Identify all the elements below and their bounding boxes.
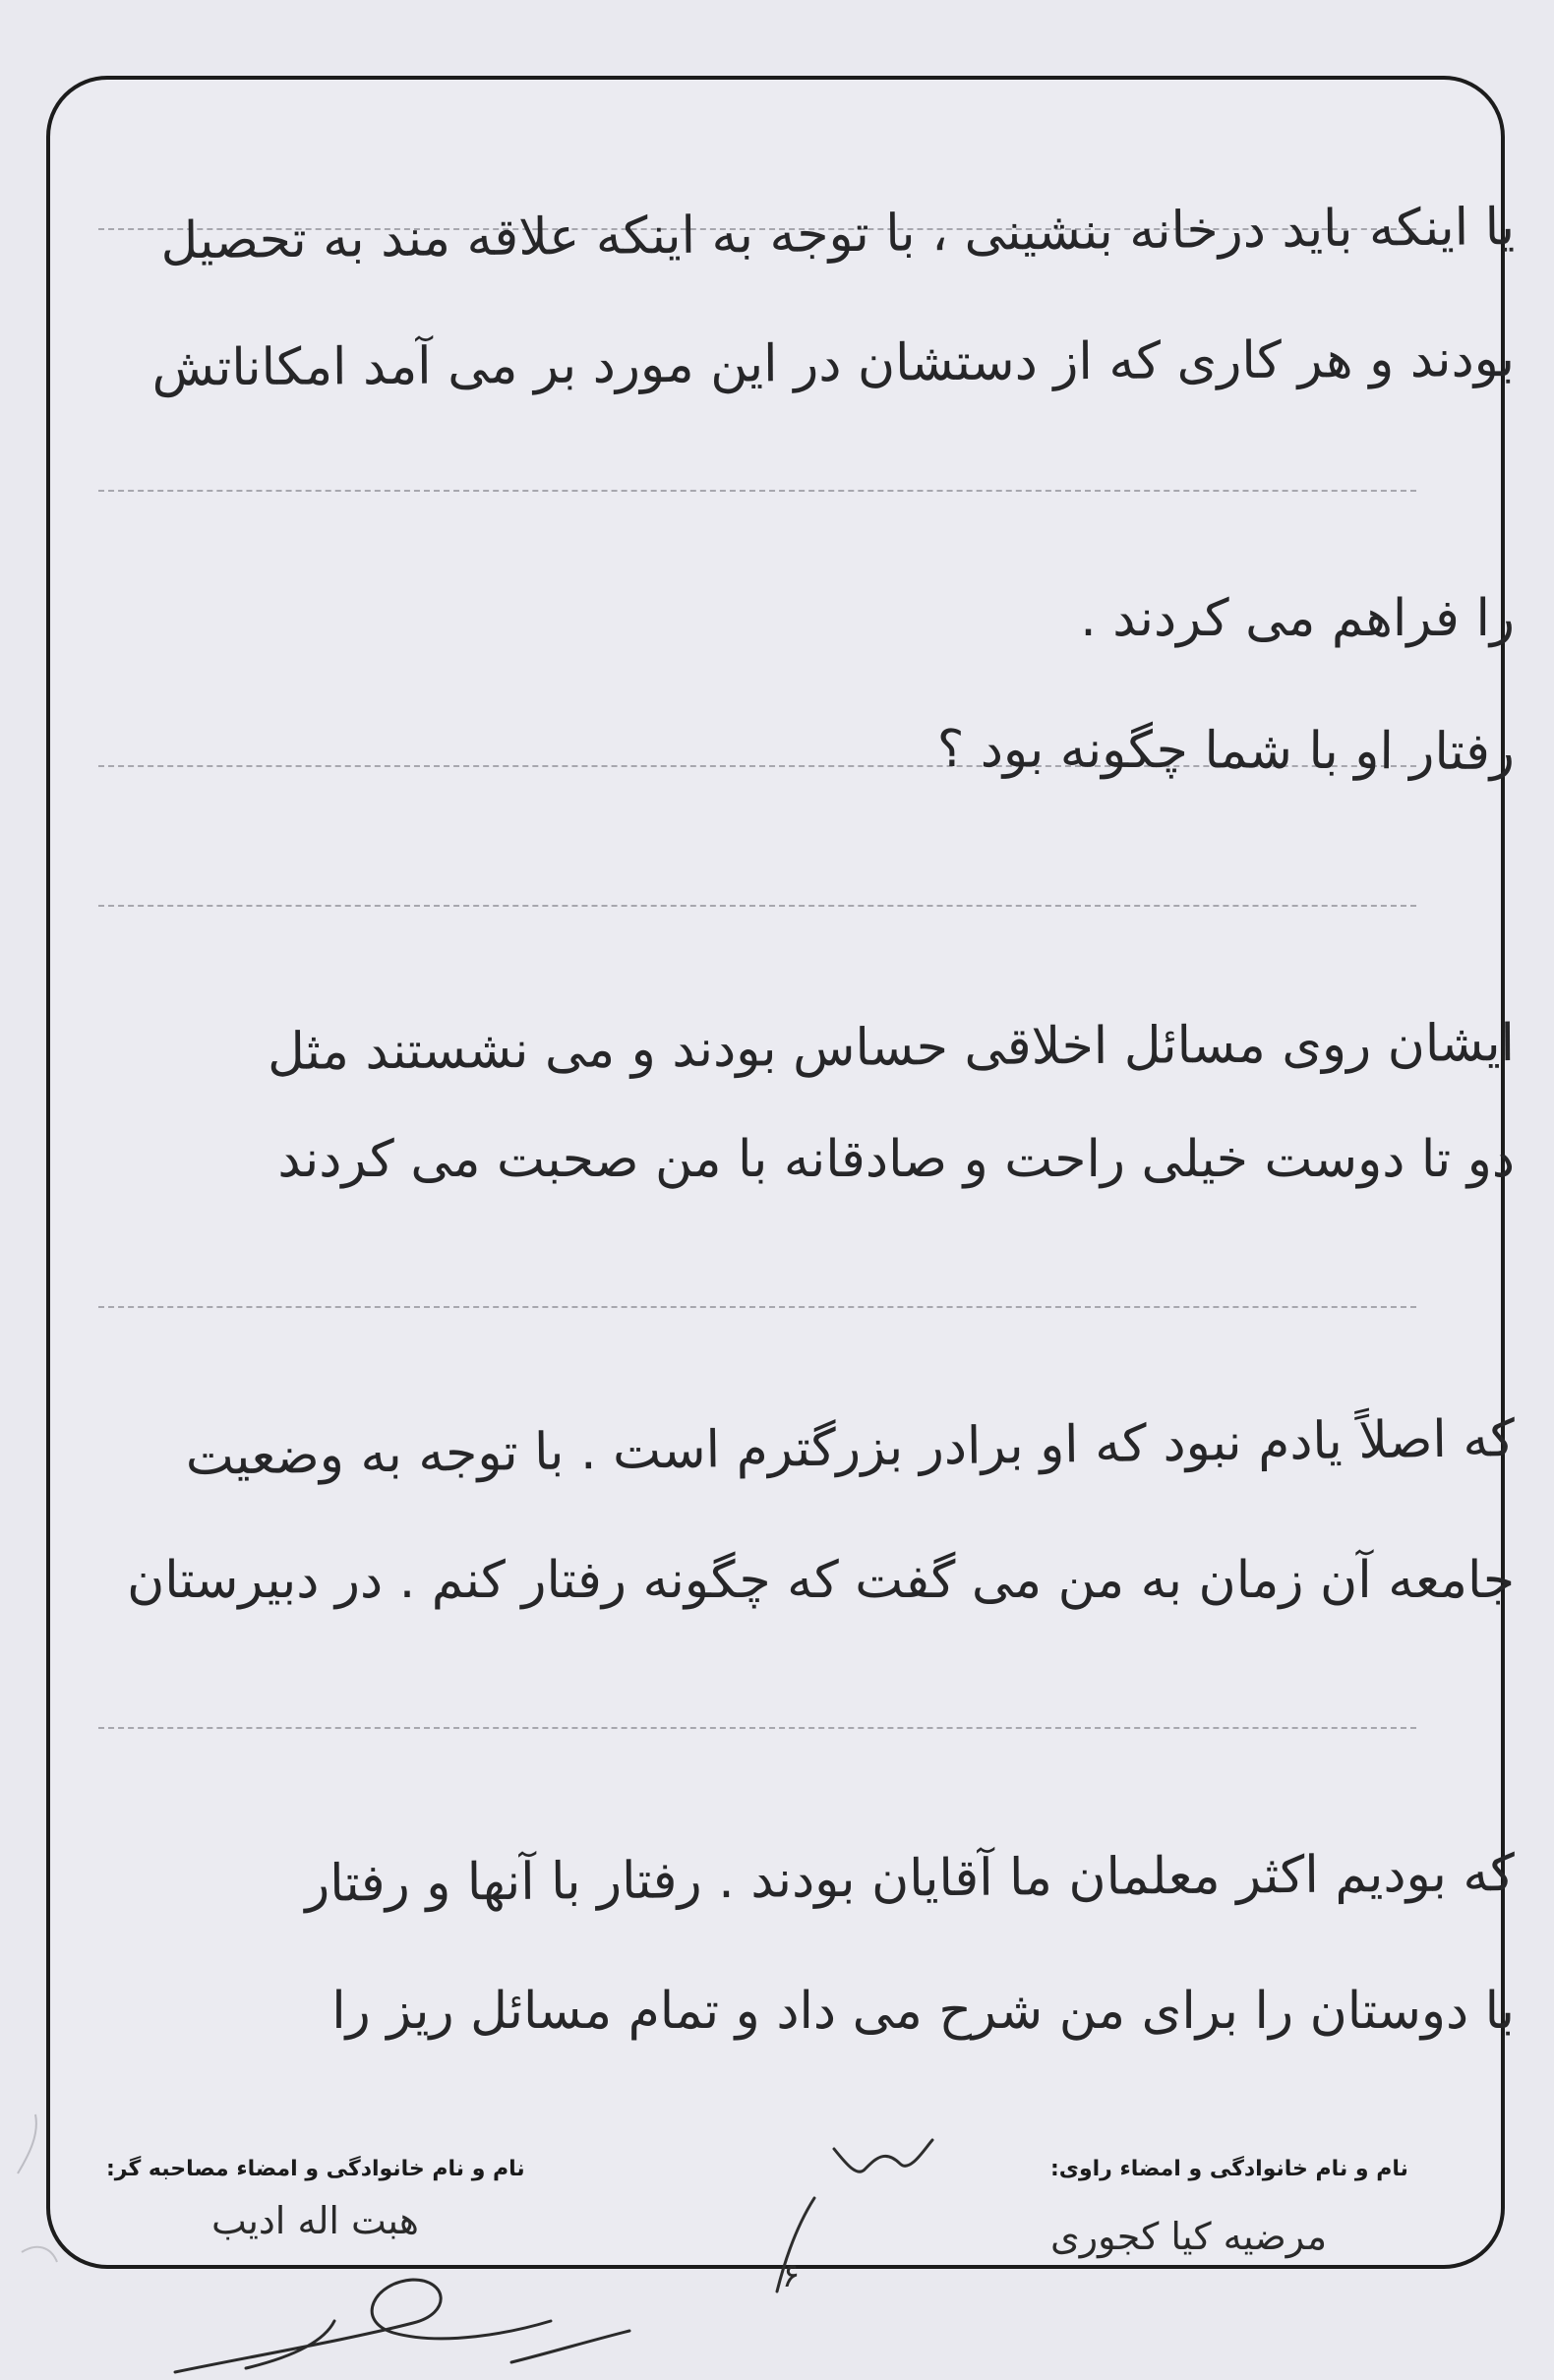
text-line: یا اینکه باید درخانه بنشینی ، با توجه به اینکه علاقه مند به تحصیل	[160, 198, 1516, 271]
text-line: که اصلاً یادم نبود که او برادر بزرگترم است . با توجه به وضعیت	[185, 1409, 1516, 1487]
text-line: که بودیم اکثر معلمان ما آقایان بودند . رفتار با آنها و رفتار	[304, 1844, 1516, 1914]
narrator-signature	[777, 2140, 932, 2291]
text-line: را فراهم می کردند .	[1080, 589, 1515, 648]
narrator-label: نام و نام خانوادگی و امضاء راوی:	[1050, 2157, 1408, 2181]
stray-mark	[22, 2247, 57, 2262]
interviewer-signature	[175, 2280, 629, 2372]
text-line: رفتار او با شما چگونه بود ؟	[936, 719, 1516, 782]
narrator-name: مرضیه کیا کجوری	[1050, 2215, 1328, 2258]
page-number: ۶	[782, 2256, 801, 2295]
text-line: دو تا دوست خیلی راحت و صادقانه با من صحبت می کردند	[277, 1130, 1515, 1189]
text-line: با دوستان را برای من شرح می داد و تمام مسائل ریز را	[331, 1982, 1515, 2041]
text-line: ایشان روی مسائل اخلاقی حساس بودند و می نشستند مثل	[267, 1014, 1516, 1082]
text-line: جامعه آن زمان به من می گفت که چگونه رفتار کنم . در دبیرستان	[127, 1551, 1515, 1610]
stray-mark	[18, 2114, 36, 2173]
interviewer-label: نام و نام خانوادگی و امضاء مصاحبه گر:	[106, 2157, 525, 2181]
text-line: بودند و هر کاری که از دستشان در این مورد بر می آمد امکاناتش	[151, 329, 1516, 398]
interviewer-name: هبت اله ادیب	[211, 2199, 419, 2242]
